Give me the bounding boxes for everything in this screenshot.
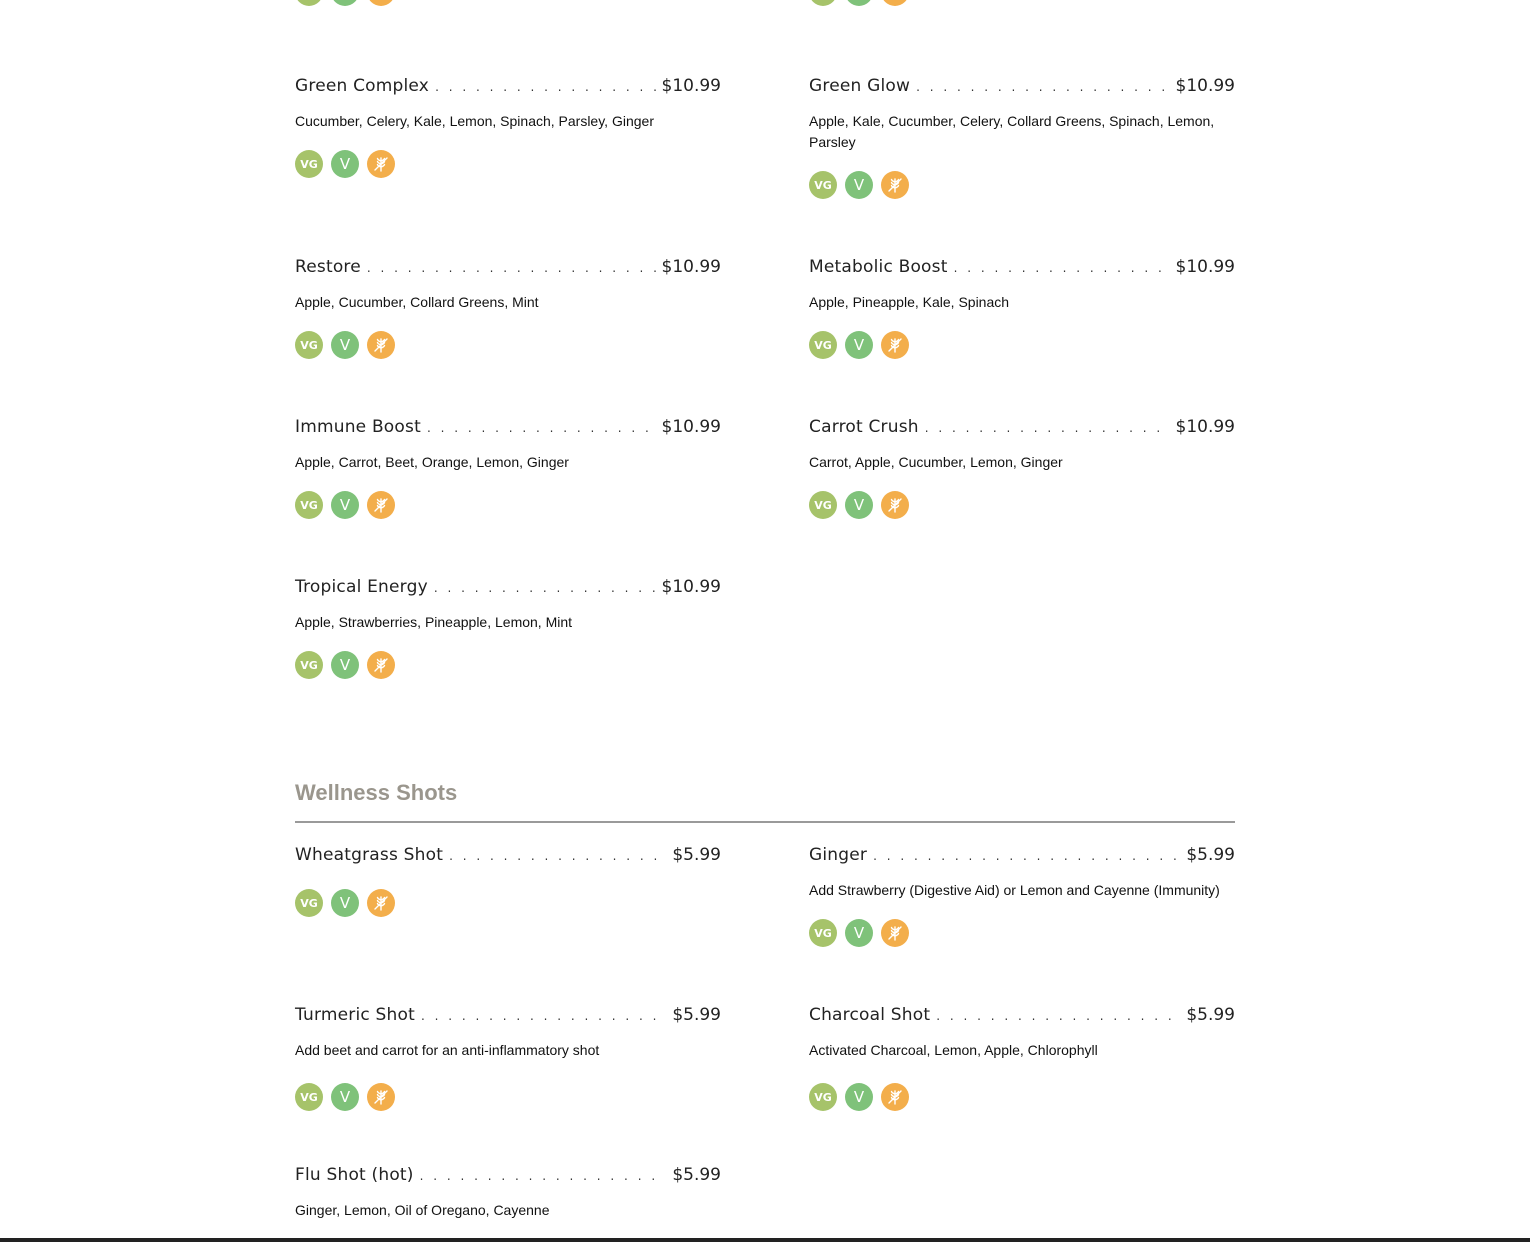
vegan-icon: VG bbox=[295, 150, 323, 178]
item-description: Cucumber, Celery, Kale, Lemon, Spinach, Parsley, Ginger bbox=[295, 113, 654, 129]
item-name: Metabolic Boost bbox=[809, 257, 948, 277]
gluten-free-icon bbox=[367, 150, 395, 178]
gluten-free-icon bbox=[881, 1083, 909, 1111]
item-name: Restore bbox=[295, 257, 361, 277]
menu-item-tropical-energy[interactable] bbox=[295, 577, 721, 679]
menu-item-wheatgrass-shot[interactable] bbox=[295, 845, 721, 917]
item-price: $10.99 bbox=[661, 577, 721, 597]
menu-item-carrot-crush[interactable] bbox=[809, 417, 1235, 519]
item-description: Add beet and carrot for an anti-inflammatory shot bbox=[295, 1042, 600, 1058]
vegetarian-icon: V bbox=[845, 331, 873, 359]
item-description: Activated Charcoal, Lemon, Apple, Chlorophyll bbox=[809, 1042, 1098, 1058]
gluten-free-icon bbox=[367, 331, 395, 359]
vegan-icon: VG bbox=[295, 889, 323, 917]
menu-item-green-complex[interactable] bbox=[295, 76, 721, 178]
section-divider bbox=[295, 821, 1235, 823]
vegetarian-icon bbox=[845, 0, 873, 6]
item-description: Add Strawberry (Digestive Aid) or Lemon and Cayenne (Immunity) bbox=[809, 882, 1220, 898]
vegetarian-icon: V bbox=[845, 491, 873, 519]
gluten-free-icon bbox=[881, 919, 909, 947]
vegetarian-icon bbox=[331, 0, 359, 6]
vegan-icon bbox=[295, 0, 323, 6]
item-price: $10.99 bbox=[1175, 76, 1235, 96]
vegan-icon: VG bbox=[295, 331, 323, 359]
menu-item-metabolic-boost[interactable] bbox=[809, 257, 1235, 359]
vegan-icon: VG bbox=[295, 491, 323, 519]
gluten-free-icon bbox=[881, 0, 909, 6]
menu-item-green-glow[interactable] bbox=[809, 76, 1235, 199]
item-price: $10.99 bbox=[661, 257, 721, 277]
item-price: $5.99 bbox=[1186, 1005, 1235, 1025]
item-description: Apple, Carrot, Beet, Orange, Lemon, Ginger bbox=[295, 454, 569, 470]
item-name: Flu Shot (hot) bbox=[295, 1165, 414, 1185]
item-price: $10.99 bbox=[661, 76, 721, 96]
gluten-free-icon bbox=[881, 491, 909, 519]
item-description: Carrot, Apple, Cucumber, Lemon, Ginger bbox=[809, 454, 1063, 470]
item-name: Immune Boost bbox=[295, 417, 421, 437]
item-name: Carrot Crush bbox=[809, 417, 919, 437]
menu-item-partial-left bbox=[295, 0, 721, 6]
footer-divider bbox=[0, 1238, 1530, 1242]
gluten-free-icon bbox=[367, 491, 395, 519]
vegan-icon: VG bbox=[809, 331, 837, 359]
vegetarian-icon: V bbox=[845, 1083, 873, 1111]
vegetarian-icon: V bbox=[845, 919, 873, 947]
vegan-icon: VG bbox=[295, 651, 323, 679]
item-price: $5.99 bbox=[672, 1165, 721, 1185]
section-title-wellness-shots: Wellness Shots bbox=[295, 780, 458, 805]
item-description: Ginger, Lemon, Oil of Oregano, Cayenne bbox=[295, 1202, 550, 1218]
vegetarian-icon: V bbox=[331, 491, 359, 519]
item-price: $5.99 bbox=[1186, 845, 1235, 865]
item-name: Green Complex bbox=[295, 76, 430, 96]
menu-item-flu-shot[interactable] bbox=[295, 1165, 721, 1221]
item-description: Apple, Cucumber, Collard Greens, Mint bbox=[295, 294, 539, 310]
gluten-free-icon bbox=[367, 1083, 395, 1111]
menu-item-turmeric-shot[interactable] bbox=[295, 1005, 721, 1111]
vegan-icon: VG bbox=[809, 1083, 837, 1111]
gluten-free-icon bbox=[881, 331, 909, 359]
item-description: Apple, Strawberries, Pineapple, Lemon, Mint bbox=[295, 614, 573, 630]
menu-item-ginger[interactable] bbox=[809, 845, 1235, 947]
item-price: $10.99 bbox=[1175, 417, 1235, 437]
vegetarian-icon: V bbox=[331, 889, 359, 917]
vegetarian-icon: V bbox=[331, 1083, 359, 1111]
item-description: Apple, Pineapple, Kale, Spinach bbox=[809, 294, 1010, 310]
item-name: Charcoal Shot bbox=[809, 1005, 931, 1025]
item-price: $10.99 bbox=[1175, 257, 1235, 277]
item-name: Wheatgrass Shot bbox=[295, 845, 444, 865]
vegetarian-icon: V bbox=[331, 651, 359, 679]
gluten-free-icon bbox=[881, 171, 909, 199]
vegan-icon: VG bbox=[295, 1083, 323, 1111]
vegetarian-icon: V bbox=[331, 331, 359, 359]
item-price: $10.99 bbox=[661, 417, 721, 437]
menu-item-immune-boost[interactable] bbox=[295, 417, 721, 519]
menu-item-charcoal-shot[interactable] bbox=[809, 1005, 1235, 1111]
item-description: Apple, Kale, Cucumber, Celery, Collard Greens, Spinach, Lemon, Parsley bbox=[809, 113, 1215, 150]
item-name: Green Glow bbox=[809, 76, 911, 96]
item-price: $5.99 bbox=[672, 1005, 721, 1025]
item-price: $5.99 bbox=[672, 845, 721, 865]
item-name: Turmeric Shot bbox=[295, 1005, 415, 1025]
vegetarian-icon: V bbox=[331, 150, 359, 178]
menu-item-restore[interactable] bbox=[295, 257, 721, 359]
vegan-icon bbox=[809, 0, 837, 6]
vegan-icon: VG bbox=[809, 491, 837, 519]
gluten-free-icon bbox=[367, 651, 395, 679]
vegetarian-icon: V bbox=[845, 171, 873, 199]
menu-item-partial-right bbox=[809, 0, 1235, 6]
vegan-icon: VG bbox=[809, 919, 837, 947]
gluten-free-icon bbox=[367, 889, 395, 917]
item-name: Tropical Energy bbox=[295, 577, 428, 597]
gluten-free-icon bbox=[367, 0, 395, 6]
item-name: Ginger bbox=[809, 845, 868, 865]
vegan-icon: VG bbox=[809, 171, 837, 199]
